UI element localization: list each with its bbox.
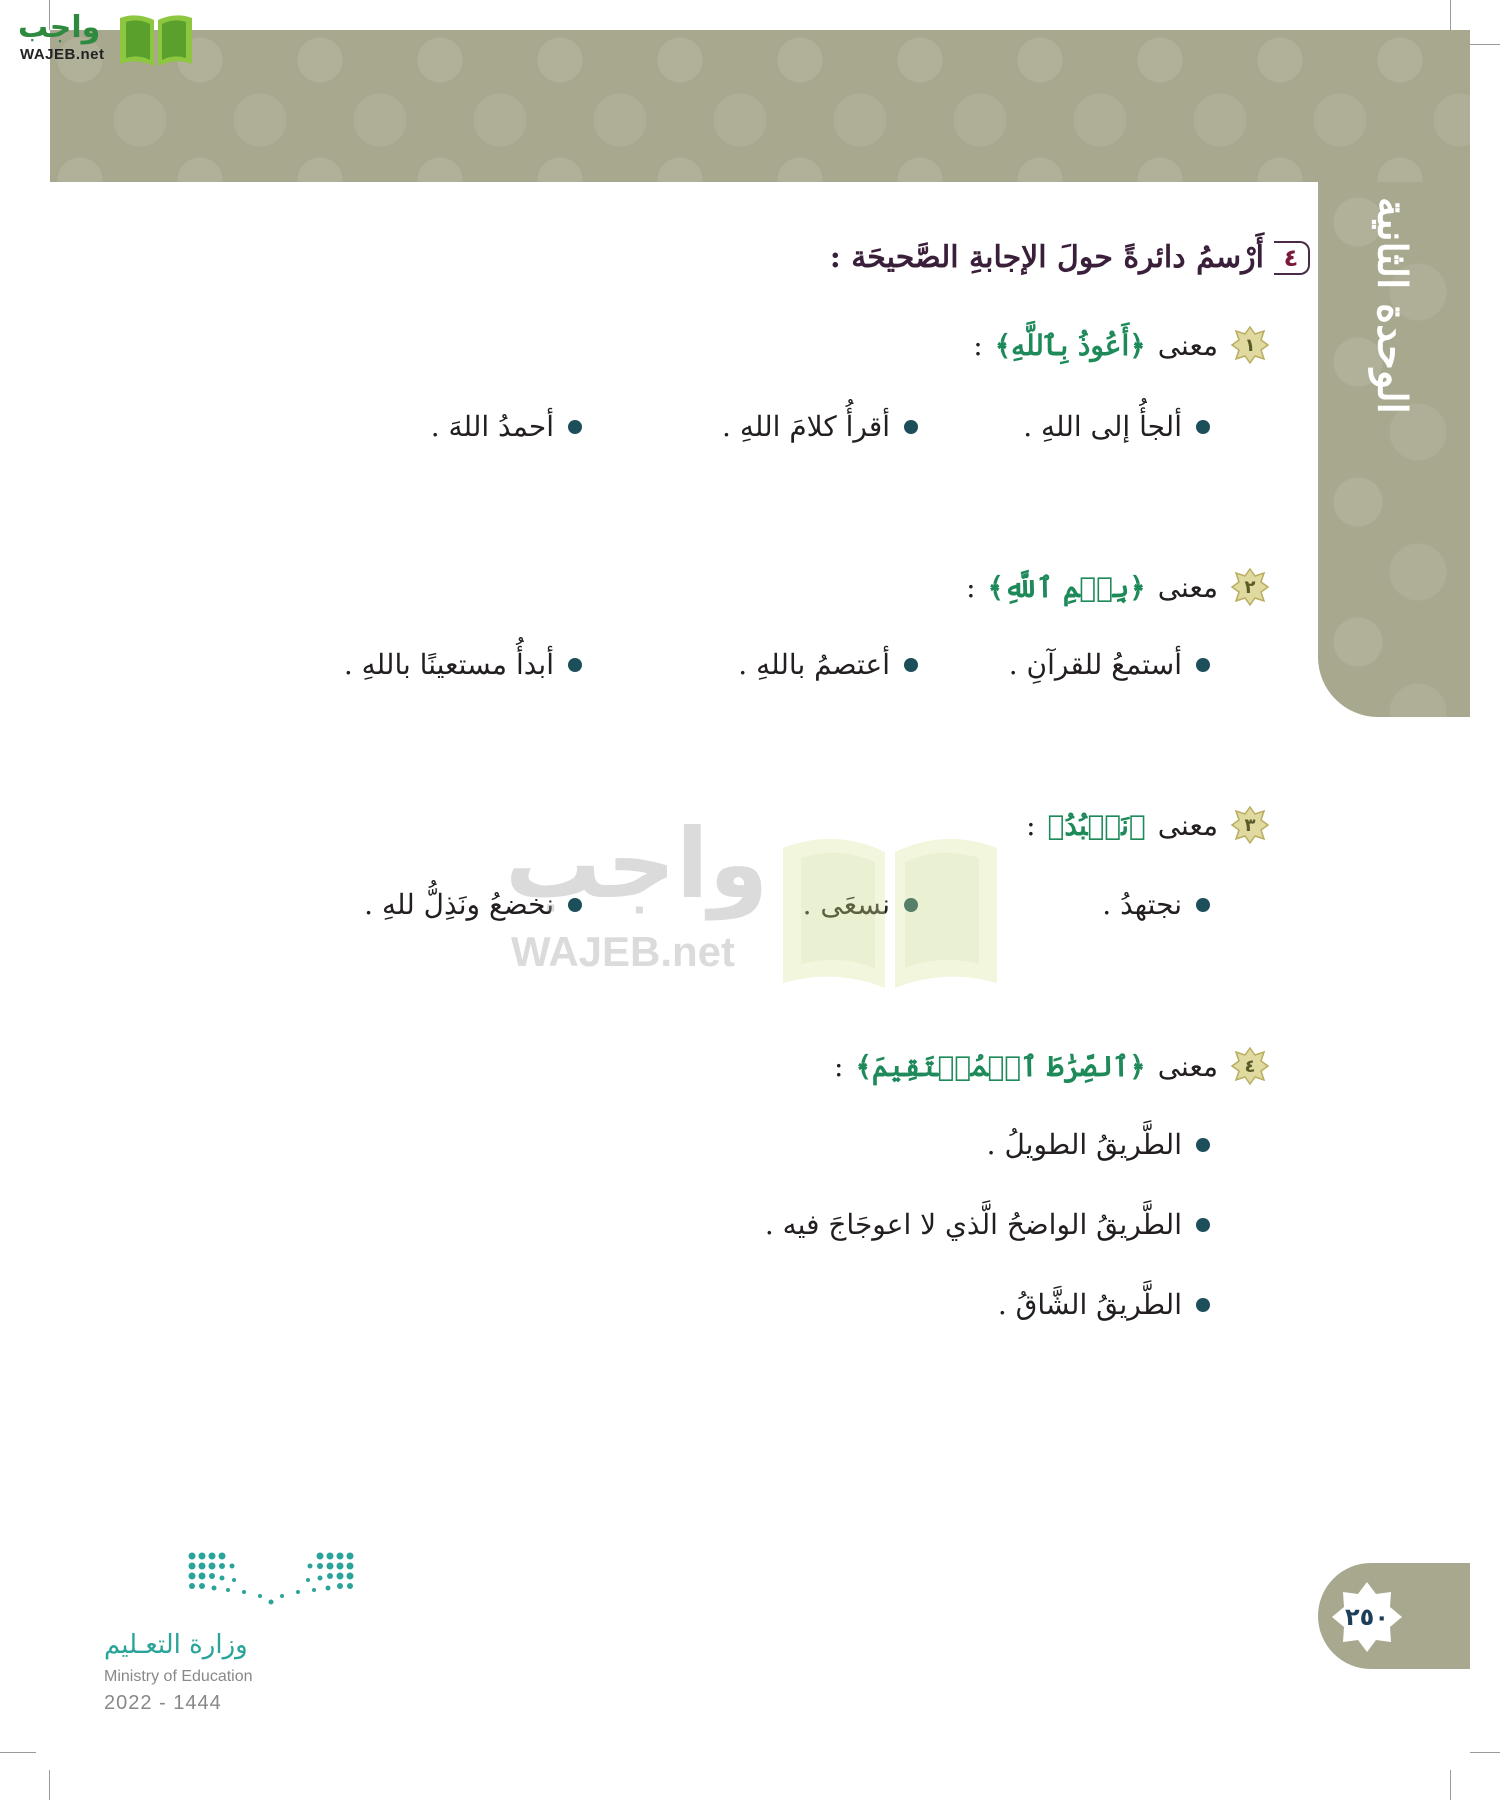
item-question	[1026, 805, 1270, 845]
crop-mark	[1450, 0, 1451, 30]
bullet-icon	[904, 420, 918, 434]
answer-option[interactable]	[344, 648, 582, 681]
item-question	[834, 1046, 1270, 1086]
option-text: الطَّريقُ الشَّاقُ .	[997, 1288, 1182, 1321]
quran-phrase: ﴿ٱلصِّرَٰطَ ٱلۡمُسۡتَقِيمَ﴾	[855, 1049, 1146, 1083]
page-number-badge	[1330, 1580, 1404, 1654]
option-text: ألجأُ إلى اللهِ .	[1023, 410, 1182, 443]
item-prefix: معنى	[1157, 1049, 1218, 1083]
item-question	[973, 325, 1270, 365]
item-question	[966, 567, 1270, 607]
crop-mark	[0, 1752, 36, 1753]
bullet-icon	[568, 420, 582, 434]
item-suffix: :	[1026, 808, 1036, 842]
question-heading	[830, 240, 1310, 275]
answer-option[interactable]	[1009, 648, 1210, 681]
bullet-icon	[1196, 898, 1210, 912]
item-prefix: معنى	[1157, 808, 1218, 842]
option-text: نجتهدُ .	[1102, 888, 1182, 921]
answer-option[interactable]	[1102, 888, 1210, 921]
answer-option[interactable]	[803, 888, 918, 921]
star-number-badge: ٤	[1230, 1046, 1270, 1086]
quran-phrase: ﴿نَعۡبُدُ﴾	[1047, 808, 1146, 842]
crop-mark	[1470, 44, 1500, 45]
answer-option[interactable]	[431, 410, 582, 443]
item-suffix: :	[973, 328, 983, 362]
option-text: أعتصمُ باللهِ .	[738, 648, 890, 681]
star-number-badge: ٣	[1230, 805, 1270, 845]
bullet-icon	[1196, 1298, 1210, 1312]
option-text: أبدأُ مستعينًا باللهِ .	[343, 648, 554, 681]
bullet-icon	[904, 898, 918, 912]
item-prefix: معنى	[1157, 328, 1218, 362]
answer-option[interactable]	[998, 1288, 1210, 1321]
bullet-icon	[1196, 420, 1210, 434]
ministry-name-ar: وزارة التعـليم	[104, 1630, 248, 1660]
ministry-logo	[100, 1550, 360, 1720]
crop-mark	[1470, 1752, 1500, 1753]
logo-text-ar: واجب	[18, 10, 101, 45]
option-text: الطَّريقُ الطويلُ .	[986, 1128, 1182, 1161]
option-text: نخضعُ ونَذِلُّ للهِ .	[364, 888, 554, 921]
answer-option[interactable]	[722, 410, 918, 443]
quran-phrase: ﴿بِسۡمِ ٱللَّهِ﴾	[987, 570, 1146, 604]
bullet-icon	[568, 658, 582, 672]
item-suffix: :	[834, 1049, 844, 1083]
option-text: أستمعُ للقرآنِ .	[1008, 648, 1182, 681]
star-number-badge: ١	[1230, 325, 1270, 365]
crop-mark	[49, 1770, 50, 1800]
answer-option[interactable]	[364, 888, 582, 921]
watermark-text-en: WAJEB.net	[511, 928, 736, 975]
watermark-text-ar: واجب	[505, 808, 769, 920]
site-logo[interactable]	[8, 6, 188, 66]
bullet-icon	[1196, 1138, 1210, 1152]
bullet-icon	[1196, 1218, 1210, 1232]
option-text: أحمدُ اللهَ .	[430, 410, 554, 443]
bullet-icon	[568, 898, 582, 912]
crop-mark	[1450, 1770, 1451, 1800]
star-number-badge: ٢	[1230, 567, 1270, 607]
item-prefix: معنى	[1157, 570, 1218, 604]
question-text: أَرْسمُ دائرةً حولَ الإجابةِ الصَّحيحَة :	[829, 240, 1264, 275]
page-number: ٢٥٠	[1345, 1603, 1389, 1631]
bullet-icon	[904, 658, 918, 672]
header-band	[50, 30, 1470, 182]
option-text: نسعَى .	[802, 888, 890, 921]
book-icon	[116, 8, 196, 68]
item-suffix: :	[966, 570, 976, 604]
ministry-emblem-icon	[186, 1550, 356, 1610]
option-text: الطَّريقُ الواضحُ الَّذي لا اعوجَاجَ فيه .	[764, 1208, 1182, 1241]
answer-option[interactable]	[987, 1128, 1210, 1161]
quran-phrase: ﴿أَعُوذُ بِٱللَّهِ﴾	[994, 328, 1146, 362]
ministry-name-en: Ministry of Education	[104, 1668, 253, 1685]
answer-option[interactable]	[765, 1208, 1210, 1241]
option-text: أقرأُ كلامَ اللهِ .	[722, 410, 890, 443]
answer-option[interactable]	[738, 648, 918, 681]
unit-title: الوحدة الثانية	[1368, 196, 1416, 414]
logo-text-en: WAJEB.net	[20, 46, 105, 63]
edition-year: 2022 - 1444	[104, 1692, 222, 1714]
answer-option[interactable]	[1023, 410, 1210, 443]
question-number-badge: ٤	[1274, 241, 1310, 275]
bullet-icon	[1196, 658, 1210, 672]
